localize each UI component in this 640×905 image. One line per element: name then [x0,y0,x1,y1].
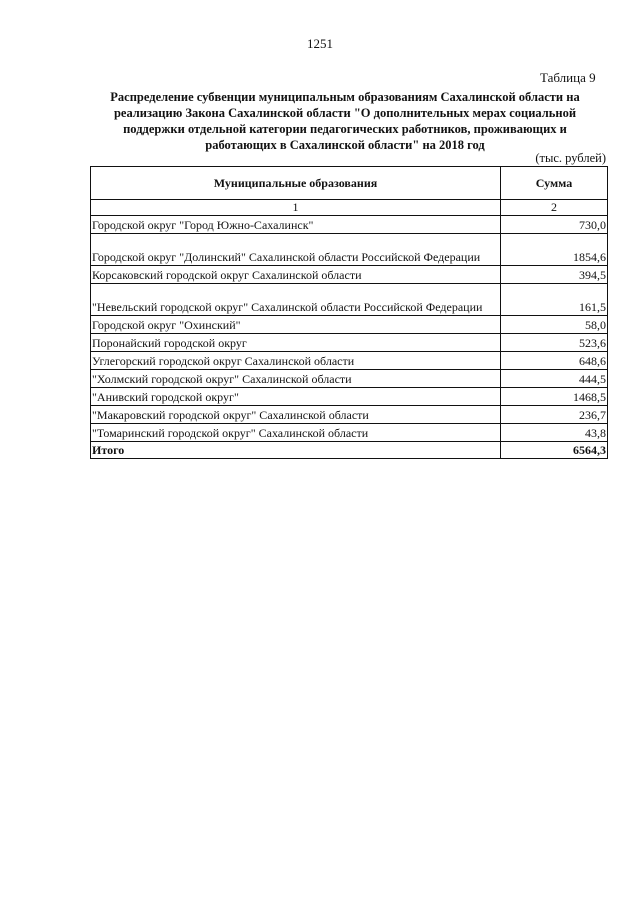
column-number: 1 [91,200,501,216]
subsidy-table [90,166,608,459]
table-row [91,388,608,406]
page-number: 1251 [307,36,333,51]
municipality-sum: 1854,6 [501,234,608,266]
table-row [91,316,608,334]
municipality-sum: 730,0 [501,216,608,234]
municipality-name: Корсаковский городской округ Сахалинской области [91,266,501,284]
document-title: Распределение субвенции муниципальным образованиям Сахалинской области на реализацию Закона Сахалинской области "О дополнительных мерах социальной поддержки отдельной категории педагогических работников, проживающих и работающих в Сахалинской области" на 2018 год [110,90,580,152]
total-row [91,442,608,459]
municipality-name: "Холмский городской округ" Сахалинской области [91,370,501,388]
table-row [91,370,608,388]
table-label: Таблица 9 [540,70,596,85]
municipality-name: Углегорский городской округ Сахалинской области [91,352,501,370]
total-label: Итого [91,442,501,459]
municipality-name: Городской округ "Охинский" [91,316,501,334]
municipality-sum: 236,7 [501,406,608,424]
municipality-sum: 58,0 [501,316,608,334]
municipality-name: "Анивский городской округ" [91,388,501,406]
table-row [91,284,608,316]
table-row [91,266,608,284]
municipality-sum: 523,6 [501,334,608,352]
table-row [91,424,608,442]
table-row [91,352,608,370]
municipality-sum: 648,6 [501,352,608,370]
column-number-row [91,200,608,216]
units-label: (тыс. рублей) [535,151,606,165]
header-row [91,167,608,200]
table-row [91,216,608,234]
municipality-sum: 161,5 [501,284,608,316]
table-row [91,234,608,266]
municipality-name: Городской округ "Долинский" Сахалинской области Российской Федерации [91,234,501,266]
header-municipality: Муниципальные образования [91,167,501,200]
municipality-sum: 394,5 [501,266,608,284]
municipality-sum: 43,8 [501,424,608,442]
table-row [91,334,608,352]
municipality-sum: 444,5 [501,370,608,388]
municipality-name: Городской округ "Город Южно-Сахалинск" [91,216,501,234]
table-row [91,406,608,424]
municipality-name: "Макаровский городской округ" Сахалинской области [91,406,501,424]
municipality-name: "Невельский городской округ" Сахалинской области Российской Федерации [91,284,501,316]
municipality-name: "Томаринский городской округ" Сахалинской области [91,424,501,442]
header-sum: Сумма [501,167,608,200]
column-number: 2 [501,200,608,216]
total-sum: 6564,3 [501,442,608,459]
municipality-name: Поронайский городской округ [91,334,501,352]
municipality-sum: 1468,5 [501,388,608,406]
